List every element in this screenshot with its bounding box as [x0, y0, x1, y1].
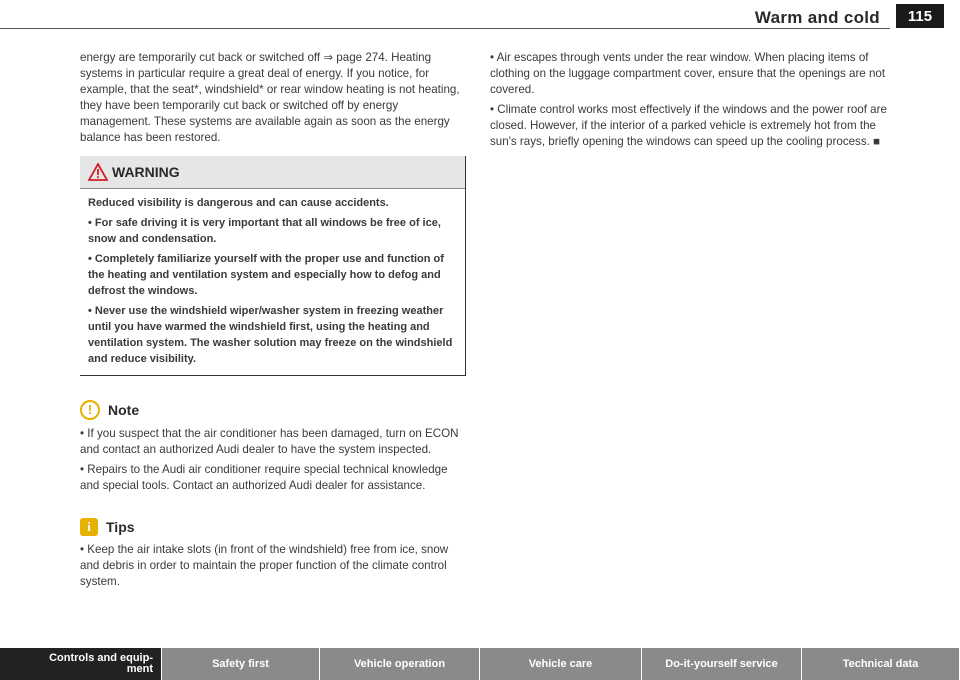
- warning-header: [80, 156, 465, 189]
- right-column: [490, 50, 890, 154]
- warning-triangle-icon: [88, 163, 108, 181]
- tips-header: [80, 518, 466, 536]
- warning-body: [80, 189, 465, 375]
- right-item: • Air escapes through vents under the rear window. When placing items of clothing on the luggage compartment cover, ensure that the openings are not covered.: [490, 51, 886, 96]
- footer-tab-diy[interactable]: Do-it-yourself service: [642, 648, 802, 680]
- note-circle-icon: !: [80, 400, 100, 420]
- warning-title: WARNING: [112, 164, 180, 180]
- tips-title: Tips: [106, 519, 135, 535]
- info-icon: i: [80, 518, 98, 536]
- footer-tab-operation[interactable]: Vehicle operation: [320, 648, 480, 680]
- tips-item: • Keep the air intake slots (in front of the windshield) free from ice, snow and debris in order to maintain the proper function of the climate control system.: [80, 543, 449, 588]
- footer-nav: [0, 648, 960, 680]
- warning-item: • Completely familiarize yourself with the proper use and function of the heating and ventilation system and especially how to defog and defrost the windows.: [88, 253, 444, 297]
- note-header: [80, 400, 466, 420]
- page-section-title: Warm and cold: [754, 8, 880, 27]
- footer-tab-safety[interactable]: Safety first: [162, 648, 320, 680]
- note-item: • If you suspect that the air conditioner has been damaged, turn on ECON and contact an authorized Audi dealer to have the system inspected.: [80, 427, 459, 456]
- left-column: [80, 50, 466, 594]
- note-item: • Repairs to the Audi air conditioner require special technical knowledge and special tools. Contact an authorized Audi dealer for assistance.: [80, 463, 448, 492]
- footer-tab-technical[interactable]: Technical data: [802, 648, 960, 680]
- intro-paragraph: energy are temporarily cut back or switched off ⇒ page 274. Heating systems in particular require a great deal of energy. If you notice, for example, that the seat*, windshield* or rear window heating is not heating, they have been temporarily cut back or switched off by energy management. These systems are available again as soon as the energy balance has been restored.: [80, 51, 460, 144]
- footer-tab-controls[interactable]: Controls and equip- ment: [0, 648, 162, 680]
- warning-lead: Reduced visibility is dangerous and can cause accidents.: [88, 197, 389, 209]
- footer-tab-care[interactable]: Vehicle care: [480, 648, 642, 680]
- warning-item: • Never use the windshield wiper/washer system in freezing weather until you have warmed the windshield first, using the heating and ventilation system. The washer solution may freeze on the windshield and reduce visibility.: [88, 305, 453, 365]
- warning-item: • For safe driving it is very important that all windows be free of ice, snow and condensation.: [88, 217, 441, 245]
- warning-box: [80, 156, 466, 376]
- note-title: Note: [108, 402, 140, 418]
- header-rule: [0, 28, 890, 29]
- right-item: • Climate control works most effectively if the windows and the power roof are closed. However, if the interior of a parked vehicle is extremely hot from the sun's rays, briefly opening the windows can speed up the cooling process. ■: [490, 103, 887, 148]
- page-number-badge: 115: [896, 4, 944, 28]
